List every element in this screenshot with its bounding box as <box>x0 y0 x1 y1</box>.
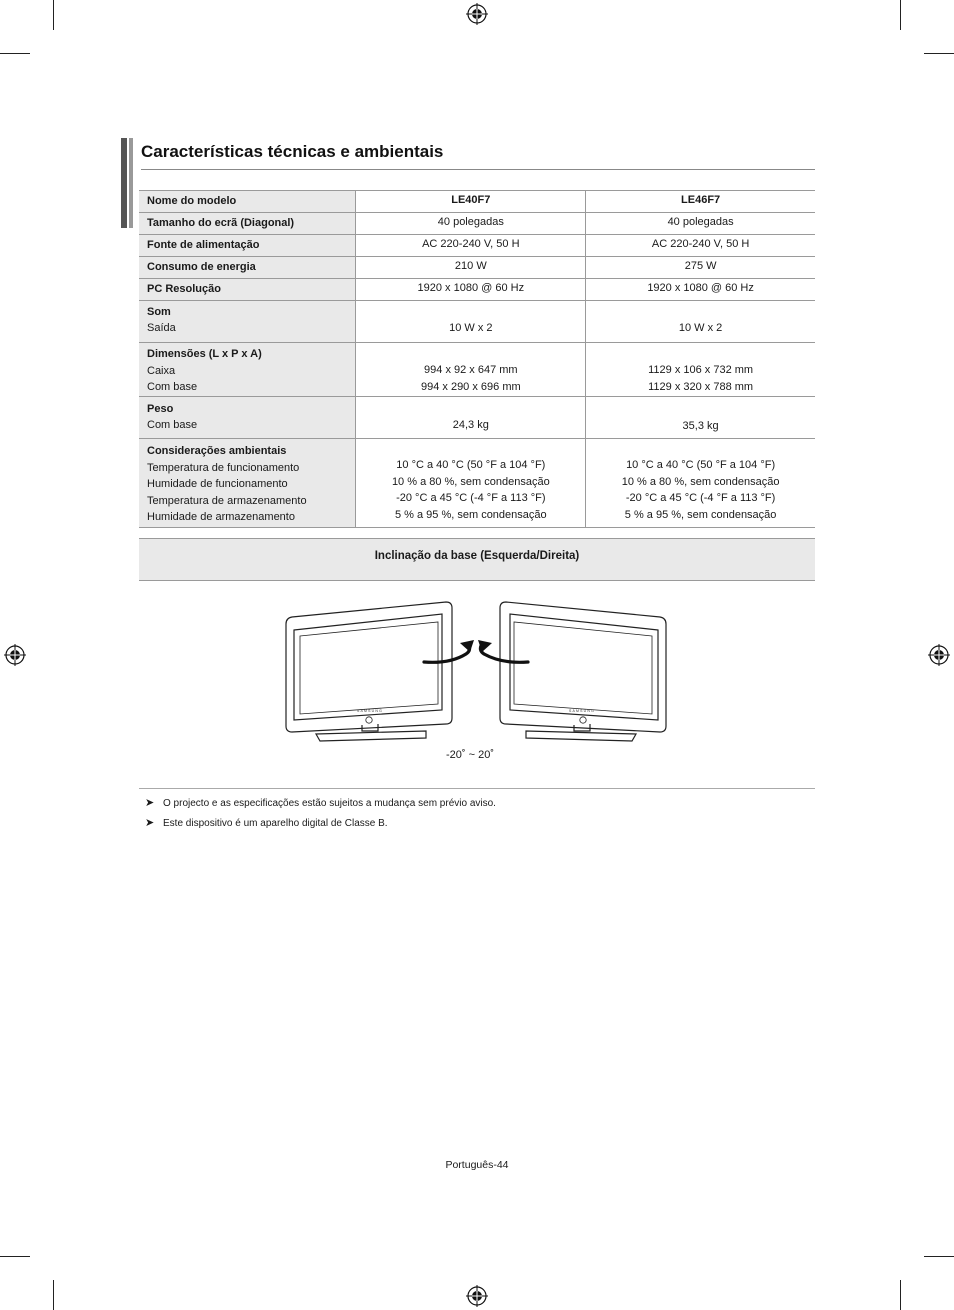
row-label: Peso <box>147 403 174 415</box>
tv-right-icon <box>500 602 666 741</box>
notes-divider <box>139 788 815 789</box>
table-row <box>139 279 815 301</box>
row-value: -20 °C a 45 °C (-4 °F a 113 °F) <box>625 492 776 505</box>
row-value: AC 220-240 V, 50 H <box>356 235 586 257</box>
row-value: 5 % a 95 %, sem condensação <box>624 508 777 521</box>
row-value: 994 x 290 x 696 mm <box>420 380 521 393</box>
row-value: -20 °C a 45 °C (-4 °F a 113 °F) <box>396 492 546 505</box>
crop-mark <box>53 0 54 30</box>
crop-mark <box>53 1280 54 1310</box>
registration-mark-icon <box>928 644 950 666</box>
row-sublabel: Com base <box>147 381 198 393</box>
row-value: 1920 x 1080 @ 60 Hz <box>586 279 815 301</box>
row-label: Dimensões (L x P x A) <box>147 348 262 360</box>
tv-tilt-illustration <box>280 598 672 746</box>
row-value: 1129 x 320 x 788 mm <box>648 380 754 393</box>
registration-mark-icon <box>4 644 26 666</box>
row-value: 40 polegadas <box>586 213 815 235</box>
row-sublabel: Humidade de funcionamento <box>147 478 288 491</box>
row-sublabel: Caixa <box>147 364 176 377</box>
spec-table <box>139 190 815 528</box>
note-text: O projecto e as especificações estão sujeitos a mudança sem prévio aviso. <box>163 798 496 809</box>
table-row <box>139 301 815 343</box>
note-arrow-icon: ➤ <box>145 817 155 829</box>
title-accent-bar <box>121 138 127 228</box>
row-label: Consumo de energia <box>147 261 256 273</box>
tilt-angle-range: -20˚ ~ 20˚ <box>446 749 494 761</box>
row-value: AC 220-240 V, 50 H <box>586 235 815 257</box>
row-value: 10 °C a 40 °C (50 °F a 104 °F) <box>626 459 776 471</box>
row-value: 275 W <box>586 257 815 279</box>
tilt-section-title: Inclinação da base (Esquerda/Direita) <box>374 550 580 562</box>
row-value: 994 x 92 x 647 mm <box>424 364 518 376</box>
table-header-row <box>139 191 815 213</box>
row-sublabel: Humidade de armazenamento <box>147 511 295 524</box>
row-value: 10 W x 2 <box>678 322 723 334</box>
header-model-2: LE46F7 <box>586 191 815 213</box>
table-row <box>139 213 815 235</box>
note-arrow-icon: ➤ <box>145 797 155 809</box>
row-value: 210 W <box>356 257 586 279</box>
tv-left-icon <box>286 602 452 741</box>
crop-mark <box>0 1256 30 1257</box>
row-label: Som <box>147 306 171 318</box>
header-model-1: LE40F7 <box>356 191 586 213</box>
row-label: Considerações ambientais <box>147 445 287 457</box>
note-text: Este dispositivo é um aparelho digital de Classe B. <box>163 818 388 829</box>
row-sublabel: Temperatura de funcionamento <box>147 461 300 474</box>
tv-right-brand: SAMSUNG <box>568 709 596 713</box>
row-value: 10 % a 80 %, sem condensação <box>621 475 780 488</box>
row-sublabel: Saída <box>147 322 176 334</box>
row-value: 1129 x 106 x 732 mm <box>648 364 754 376</box>
note-item <box>145 816 388 829</box>
row-value: 40 polegadas <box>356 213 586 235</box>
table-row <box>139 343 815 397</box>
row-value: 10 % a 80 %, sem condensação <box>391 475 550 488</box>
row-value: 10 °C a 40 °C (50 °F a 104 °F) <box>396 459 546 471</box>
row-sublabel: Com base <box>147 419 198 431</box>
registration-mark-icon <box>466 1285 488 1307</box>
page-number: Português-44 <box>445 1159 509 1171</box>
title-accent-bar <box>129 138 133 228</box>
arrow-head-icon <box>460 640 474 652</box>
registration-mark-icon <box>466 3 488 25</box>
row-value: 5 % a 95 %, sem condensação <box>394 508 547 521</box>
tv-left-brand: SAMSUNG <box>356 709 384 713</box>
crop-mark <box>924 1256 954 1257</box>
table-row <box>139 397 815 439</box>
row-label: Fonte de alimentação <box>147 239 260 251</box>
crop-mark <box>900 0 901 30</box>
row-value: 1920 x 1080 @ 60 Hz <box>356 279 586 301</box>
row-value: 24,3 kg <box>452 419 489 431</box>
crop-mark <box>0 53 30 54</box>
row-sublabel: Temperatura de armazenamento <box>147 494 307 507</box>
table-row <box>139 439 815 528</box>
title-divider <box>141 169 815 170</box>
crop-mark <box>900 1280 901 1310</box>
page-title: Características técnicas e ambientais <box>141 142 444 161</box>
note-item <box>145 796 496 809</box>
header-label: Nome do modelo <box>139 191 356 213</box>
row-value: 10 W x 2 <box>449 322 493 334</box>
crop-mark <box>924 53 954 54</box>
row-label: PC Resolução <box>147 283 221 295</box>
table-row <box>139 235 815 257</box>
row-label: Tamanho do ecrã (Diagonal) <box>147 217 295 229</box>
row-value: 35,3 kg <box>682 420 719 432</box>
table-row <box>139 257 815 279</box>
